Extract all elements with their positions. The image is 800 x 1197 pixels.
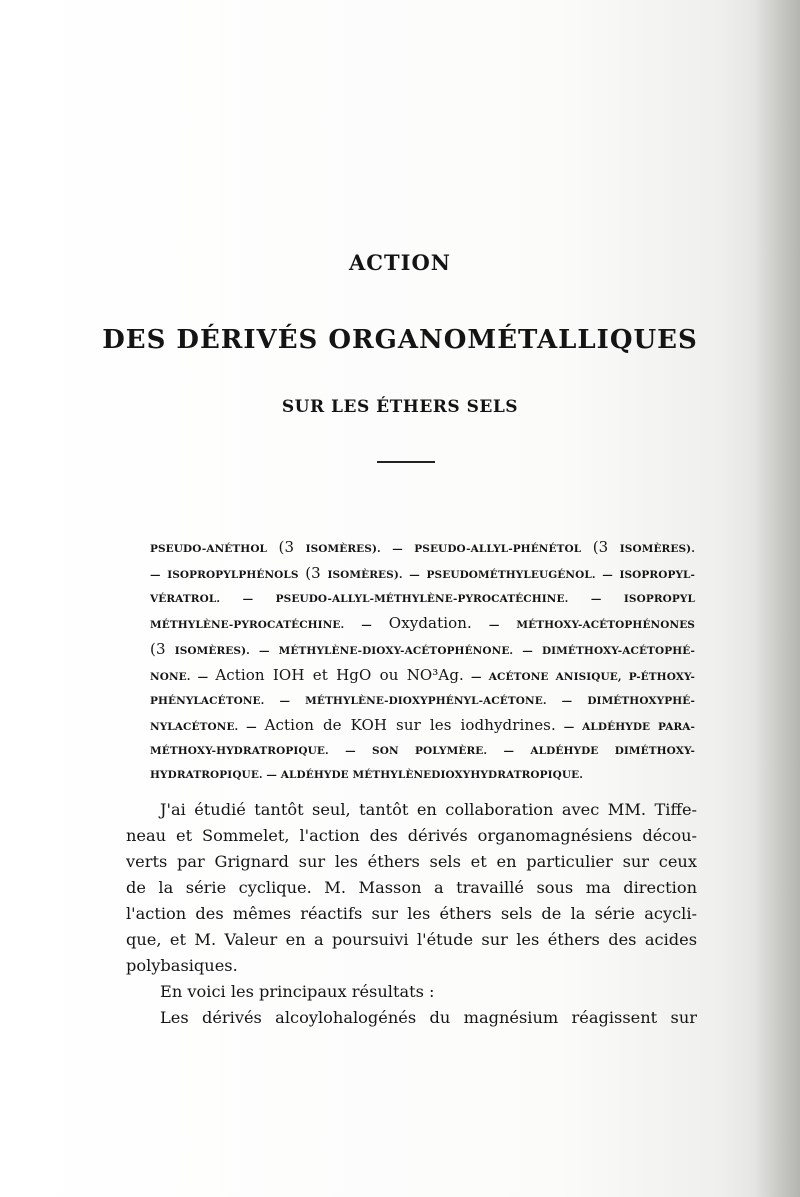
- summary-line: MÉTHYLÈNE-PYROCATÉCHINE. — Oxydation. — MÉTHOXY-ACÉTOPHÉNONES: [150, 614, 695, 632]
- section-title: ACTION: [349, 250, 451, 275]
- body-line: verts par Grignard sur les éthers sels et en particulier sur ceux: [126, 852, 697, 871]
- body-line: Les dérivés alcoylohalogénés du magnésium réagissent sur: [160, 1008, 697, 1027]
- body-line: neau et Sommelet, l'action des dérivés organomagnésiens décou-: [126, 826, 697, 845]
- summary-line: MÉTHOXY-HYDRATROPIQUE. — SON POLYMÈRE. — ALDÉHYDE DIMÉTHOXY-: [150, 745, 695, 757]
- page-edge-shadow: [754, 0, 800, 1197]
- summary-line: NYLACÉTONE. — Action de KOH sur les iodhydrines. — ALDÉHYDE PARA-: [150, 716, 695, 734]
- body-line: que, et M. Valeur en a poursuivi l'étude sur les éthers des acides: [126, 930, 697, 949]
- body-line: En voici les principaux résultats :: [160, 982, 435, 1001]
- summary-line: — ISOPROPYLPHÉNOLS (3 ISOMÈRES). — PSEUDOMÉTHYLEUGÉNOL. — ISOPROPYL-: [150, 564, 695, 582]
- summary-line: HYDRATROPIQUE. — ALDÉHYDE MÉTHYLÈNEDIOXYHYDRATROPIQUE.: [150, 769, 584, 781]
- summary-line: (3 ISOMÈRES). — MÉTHYLÈNE-DIOXY-ACÉTOPHÉNONE. — DIMÉTHOXY-ACÉTOPHÉ-: [150, 640, 695, 658]
- title-divider: [377, 461, 435, 463]
- body-line: l'action des mêmes réactifs sur les éthers sels de la série acycli-: [126, 904, 697, 923]
- body-line: de la série cyclique. M. Masson a travaillé sous ma direction: [126, 878, 697, 897]
- summary-line: PSEUDO-ANÉTHOL (3 ISOMÈRES). — PSEUDO-ALLYL-PHÉNÉTOL (3 ISOMÈRES).: [150, 538, 695, 556]
- summary-line: VÉRATROL. — PSEUDO-ALLYL-MÉTHYLÈNE-PYROCATÉCHINE. — ISOPROPYL: [150, 593, 695, 605]
- summary-line: PHÉNYLACÉTONE. — MÉTHYLÈNE-DIOXYPHÉNYL-ACÉTONE. — DIMÉTHOXYPHÉ-: [150, 695, 695, 707]
- body-paragraphs: [126, 797, 697, 1031]
- body-line: J'ai étudié tantôt seul, tantôt en collaboration avec MM. Tiffe-: [160, 800, 697, 819]
- section-subtitle: DES DÉRIVÉS ORGANOMÉTALLIQUES: [102, 325, 698, 355]
- body-line: polybasiques.: [126, 956, 238, 975]
- section-subtitle-secondary: SUR LES ÉTHERS SELS: [281, 397, 519, 417]
- summary-line: NONE. — Action IOH et HgO ou NO³Ag. — ACÉTONE ANISIQUE, P-ÉTHOXY-: [150, 666, 695, 684]
- chapter-summary: [150, 535, 695, 787]
